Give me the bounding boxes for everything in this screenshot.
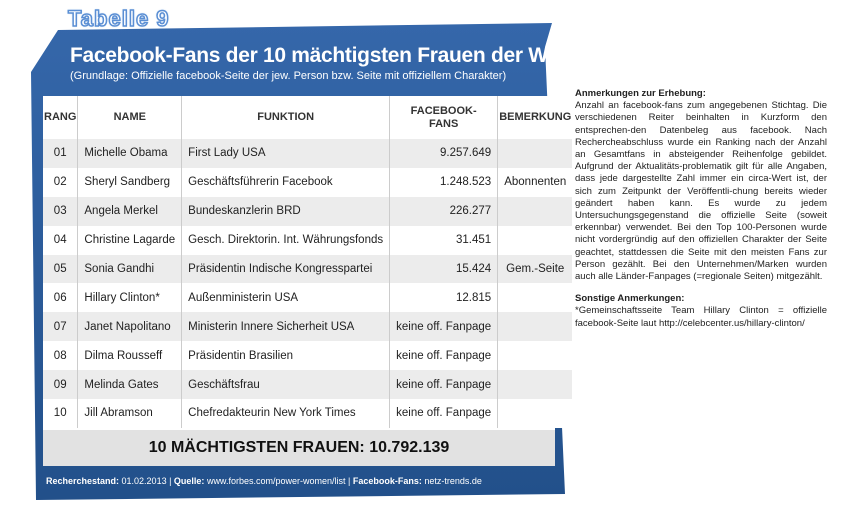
- cell-funktion: Bundeskanzlerin BRD: [182, 197, 390, 226]
- cell-rang: 08: [43, 341, 78, 370]
- table-row: [43, 226, 572, 255]
- cell-bemerkung: [498, 226, 573, 255]
- cell-name: Hillary Clinton*: [78, 283, 182, 312]
- cell-fans: keine off. Fanpage: [390, 312, 498, 341]
- cell-rang: 02: [43, 168, 78, 197]
- cell-name: Sheryl Sandberg: [78, 168, 182, 197]
- table-row: [43, 255, 572, 284]
- header-fans: [390, 96, 498, 139]
- cell-bemerkung: Abonnenten: [498, 168, 573, 197]
- cell-fans: 1.248.523: [390, 168, 498, 197]
- cell-rang: 01: [43, 139, 78, 168]
- cell-bemerkung: [498, 370, 573, 399]
- cell-rang: 10: [43, 399, 78, 428]
- header-name: NAME: [78, 96, 182, 139]
- table-header-row: [43, 96, 572, 139]
- footer-sources: [46, 476, 482, 486]
- table-row: [43, 197, 572, 226]
- cell-name: Angela Merkel: [78, 197, 182, 226]
- cell-fans: keine off. Fanpage: [390, 341, 498, 370]
- header-funktion: FUNKTION: [182, 96, 390, 139]
- total-row: 10 MÄCHTIGSTEN FRAUEN: 10.792.139: [43, 430, 555, 466]
- cell-bemerkung: [498, 312, 573, 341]
- footer-recherche-label: Recherchestand:: [46, 476, 120, 486]
- cell-funktion: Gesch. Direktorin. Int. Währungsfonds: [182, 226, 390, 255]
- cell-name: Christine Lagarde: [78, 226, 182, 255]
- footer-fans-value: netz-trends.de: [421, 476, 482, 486]
- cell-rang: 06: [43, 283, 78, 312]
- cell-bemerkung: [498, 283, 573, 312]
- header-fans-line2: FANS: [428, 117, 459, 130]
- footer-quelle-label: Quelle:: [173, 476, 205, 486]
- notes-heading-sonstige: Sonstige Anmerkungen:: [575, 293, 685, 305]
- cell-fans: 31.451: [390, 226, 498, 255]
- table-row: [43, 139, 572, 168]
- cell-funktion: Geschäftsführerin Facebook: [182, 168, 390, 197]
- cell-funktion: Geschäftsfrau: [182, 370, 390, 399]
- cell-bemerkung: [498, 399, 573, 428]
- cell-bemerkung: Gem.-Seite: [498, 255, 573, 284]
- notes-section: [575, 88, 827, 340]
- header-fans-line1: FACEBOOK-: [410, 104, 477, 117]
- cell-name: Melinda Gates: [78, 370, 182, 399]
- cell-name: Jill Abramson: [78, 399, 182, 428]
- notes-heading-erhebung: Anmerkungen zur Erhebung:: [575, 88, 706, 99]
- cell-rang: 04: [43, 226, 78, 255]
- notes-text-erhebung: Anzahl an facebook-fans zum angegebenen Stichtag. Die verschiedenen Reiter beinhalten in Kurzform den entsprechen-den Datenbeleg aus facebook. Nach Rechercheabschluss wurde ein Ranking nach der Anzahl an Gesamtfans in absteigender Reihenfolge gebildet. Aufgrund der Aktualitäts-problematik gilt für alle Angaben, dass jede dargestellte Zahl immer ein circa-Wert ist, der sich zum Zeitpunkt der Veröffentli-chung bereits wieder geändert haben kann. Es wurde zu jedem Untersuchungsgegenstand die offizielle Seite (soweit erkennbar) verwendet. Bei den Top 100-Personen wurde nicht vordergründig auf den offiziellen Charakter der Seite geachtet, stattdessen die Seite mit den meisten Fans zur Person gezählt. Bei den Unternehmen/Marken wurden auch alle Länder-Fanpages (=regionale Seiten) mitgezählt.: [575, 100, 827, 283]
- cell-fans: 9.257.649: [390, 139, 498, 168]
- header-rang: RANG: [43, 96, 78, 139]
- cell-funktion: Ministerin Innere Sicherheit USA: [182, 312, 390, 341]
- cell-bemerkung: [498, 197, 573, 226]
- cell-name: Janet Napolitano: [78, 312, 182, 341]
- page-subtitle: (Grundlage: Offizielle facebook-Seite der jew. Person bzw. Seite mit offiziellem Charakter): [70, 70, 507, 82]
- cell-name: Dilma Rousseff: [78, 341, 182, 370]
- table-row: [43, 399, 572, 428]
- cell-fans: keine off. Fanpage: [390, 399, 498, 428]
- footer-recherche-value: 01.02.2013 |: [119, 476, 174, 486]
- cell-rang: 05: [43, 255, 78, 284]
- header-bemerkung: BEMERKUNG: [499, 111, 572, 123]
- table-row: [43, 168, 572, 197]
- cell-funktion: Chefredakteurin New York Times: [182, 399, 390, 428]
- cell-rang: 09: [43, 370, 78, 399]
- table-row: [43, 312, 572, 341]
- cell-bemerkung: [498, 139, 573, 168]
- cell-name: Sonia Gandhi: [78, 255, 182, 284]
- cell-fans: 226.277: [390, 197, 498, 226]
- cell-rang: 03: [43, 197, 78, 226]
- cell-bemerkung: [498, 341, 573, 370]
- table-row: [43, 283, 572, 312]
- table-row: [43, 341, 572, 370]
- table-row: [43, 370, 572, 399]
- cell-funktion: First Lady USA: [182, 139, 390, 168]
- cell-name: Michelle Obama: [78, 139, 182, 168]
- footer-fans-label: Facebook-Fans:: [352, 476, 422, 486]
- cell-fans: 15.424: [390, 255, 498, 284]
- page-title: Facebook-Fans der 10 mächtigsten Frauen der Welt: [70, 44, 572, 67]
- cell-funktion: Außenministerin USA: [182, 283, 390, 312]
- notes-text-sonstige: *Gemeinschaftsseite Team Hillary Clinton = offizielle facebook-Seite laut http://celebcenter.us/hillary-clinton/: [575, 305, 827, 329]
- ranking-table: [43, 96, 572, 466]
- cell-fans: 12.815: [390, 283, 498, 312]
- cell-rang: 07: [43, 312, 78, 341]
- cell-funktion: Präsidentin Brasilien: [182, 341, 390, 370]
- tab-label: Tabelle 9: [68, 6, 170, 31]
- footer-quelle-value: www.forbes.com/power-women/list |: [204, 476, 353, 486]
- cell-fans: keine off. Fanpage: [390, 370, 498, 399]
- cell-funktion: Präsidentin Indische Kongresspartei: [182, 255, 390, 284]
